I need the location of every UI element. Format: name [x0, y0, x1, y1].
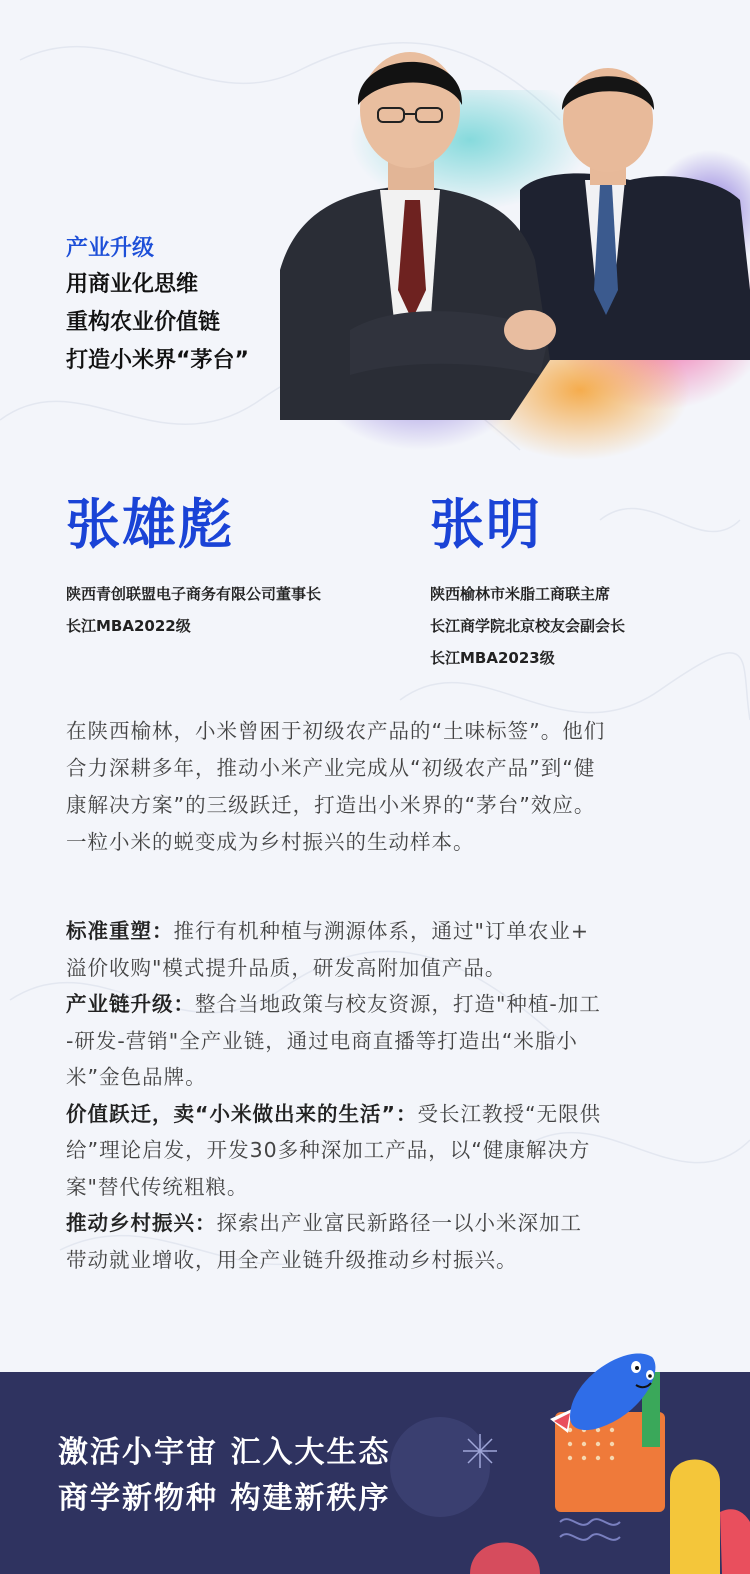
- hero-tagline: [66, 232, 249, 380]
- portrait-photos: [270, 30, 750, 480]
- slogan-line: 激活小宇宙 汇入大生态: [58, 1435, 391, 1470]
- person-title-line: 长江商学院北京校友会副会长: [430, 617, 626, 635]
- point-label: 标准重塑：: [66, 919, 174, 943]
- intro-line: 在陕西榆林，小米曾困于初级农产品的“土味标签”。他们: [66, 719, 606, 743]
- point-item: [66, 913, 686, 986]
- tagline-line: 用商业化思维: [66, 272, 199, 297]
- tagline-kicker: 产业升级: [66, 236, 155, 261]
- portrait-zhang-ming: [520, 68, 750, 360]
- person-title-line: 长江MBA2022级: [66, 617, 191, 635]
- intro-line: 康解决方案”的三级跃迁，打造出小米界的“茅台”效应。: [66, 793, 596, 817]
- point-label: 推动乡村振兴：: [66, 1211, 217, 1235]
- point-label: 产业链升级：: [66, 992, 195, 1016]
- point-item: [66, 986, 686, 1096]
- tagline-line: 重构农业价值链: [66, 310, 221, 335]
- rocket-mascot-icon: [540, 1337, 670, 1447]
- point-text: -研发-营销"全产业链，通过电商直播等打造出“米脂小: [66, 1028, 578, 1053]
- point-text: 探索出产业富民新路径一以小米深加工: [216, 1211, 582, 1235]
- slogan-line: 商学新物种 构建新秩序: [58, 1481, 391, 1516]
- intro-paragraph: [66, 713, 686, 861]
- point-item: [66, 1096, 686, 1206]
- point-item: [66, 1205, 686, 1278]
- point-text: 整合当地政策与校友资源，打造"种植-加工: [195, 992, 601, 1016]
- person-title-line: 陕西榆林市米脂工商联主席: [430, 585, 611, 603]
- point-text: 带动就业增收，用全产业链升级推动乡村振兴。: [66, 1247, 518, 1272]
- intro-line: 一粒小米的蜕变成为乡村振兴的生动样本。: [66, 830, 475, 854]
- key-points: [66, 913, 686, 1278]
- person-titles: [430, 578, 625, 674]
- portrait-zhang-xiongbiao: [280, 52, 556, 420]
- person-title-line: 长江MBA2023级: [430, 649, 555, 667]
- tagline-line: 打造小米界“茅台”: [66, 348, 249, 373]
- point-text: 溢价收购"模式提升品质，研发高附加值产品。: [66, 955, 507, 980]
- person-titles: [66, 578, 321, 642]
- intro-line: 合力深耕多年，推动小米产业完成从“初级农产品”到“健: [66, 756, 596, 780]
- footer-slogan: [58, 1430, 390, 1522]
- point-label: 价值跃迁，卖“小米做出来的生活”：: [66, 1101, 418, 1126]
- point-text: 受长江教授“无限供: [417, 1101, 602, 1126]
- point-text: 推行有机种植与溯源体系，通过"订单农业+: [173, 919, 590, 943]
- point-text: 案"替代传统粗粮。: [66, 1174, 249, 1199]
- point-text: 米”金色品牌。: [66, 1065, 207, 1089]
- person-name: 张明: [430, 493, 542, 556]
- person-title-line: 陕西青创联盟电子商务有限公司董事长: [66, 585, 322, 603]
- point-text: 给”理论启发，开发30多种深加工产品，以“健康解决方: [66, 1138, 591, 1162]
- person-name: 张雄彪: [66, 493, 234, 556]
- sparkle-icon: [463, 1434, 497, 1468]
